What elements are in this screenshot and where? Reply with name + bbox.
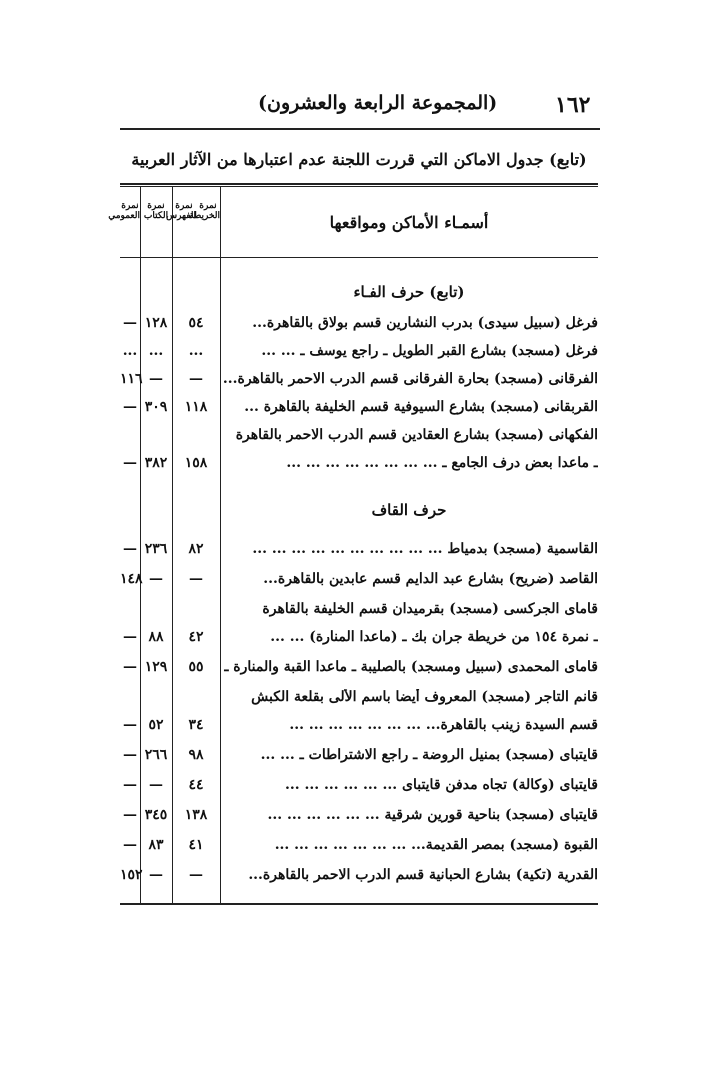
general-number: — [123,777,137,793]
table-top-rule-inner [120,186,598,187]
map-number: ٤٤ [188,777,204,793]
map-number: ٤١ [188,837,204,853]
map-number: ١٥٨ [184,455,208,471]
col-header-book: نمرة الكتاب [143,201,169,221]
place-name-continued: قسم السيدة زينب بالقاهرة... ... ... ... ... ... ... ... [289,717,598,733]
map-number: — [189,867,203,883]
index-number: ٥٢ [148,717,164,733]
index-number: ٣٠٩ [144,399,168,415]
place-name: فرغل (سبيل سيدى) بدرب النشارين قسم بولاق بالقاهرة... [252,315,598,331]
col-header-map: نمرة الخريطة [189,201,220,221]
section-heading: حرف القاف [371,501,447,519]
general-number: — [123,659,137,675]
general-number: — [123,717,137,733]
general-number: — [123,747,137,763]
general-number: ١١٦ [120,371,143,387]
section-heading: (تابع) حرف الفـاء [353,283,465,301]
general-number: — [123,455,137,471]
general-number: ... [122,343,138,359]
place-name: قانم التاجر (مسجد) المعروف أيضا باسم الألى بقلعة الكبش [251,689,598,705]
index-number: — [149,867,163,883]
index-number: ٨٣ [148,837,164,853]
general-number: — [123,629,137,645]
places-table [108,183,598,905]
header-rule [120,128,600,130]
general-number: — [123,315,137,331]
general-number: — [123,541,137,557]
place-name: الفرقانى (مسجد) بحارة الفرقانى قسم الدرب الاحمر بالقاهرة... [222,371,598,387]
place-name: قاماى المحمدى (سبيل ومسجد) بالصليبة ـ ماعدا القبة والمنارة ـ [224,659,598,675]
index-number: — [149,571,163,587]
place-name: القبوة (مسجد) بمصر القديمة... ... ... ... ... ... ... ... [274,837,598,853]
map-number: — [189,571,203,587]
place-name: القربقانى (مسجد) بشارع السيوفية قسم الخليفة بالقاهرة ... [244,399,598,415]
page-number: ١٦٢ [555,92,591,118]
running-header-title: (المجموعة الرابعة والعشرون) [258,92,498,114]
general-number: — [123,837,137,853]
place-name: القاصد (ضريح) بشارع عبد الدايم قسم عابدين بالقاهرة... [263,571,598,587]
place-name: القاسمية (مسجد) بدمياط ... ... ... ... ... ... ... ... ... ... [252,541,598,557]
place-name-continued: ـ نمرة ١٥٤ من خريطة جران بك ـ (ماعدا المنارة) ... ... [270,629,598,645]
place-name: قايتباى (وكالة) تجاه مدفن قايتباى ... ... ... ... ... ... [285,777,598,793]
map-number: ٥٥ [188,659,204,675]
index-number: ٢٣٦ [144,541,168,557]
map-number: ٨٢ [188,541,204,557]
col-header-index: نمرة الفهرس [166,201,196,221]
map-number: ... [188,343,204,359]
map-number: ٥٤ [188,315,204,331]
table-header-rule [120,257,598,258]
index-number: — [149,371,163,387]
map-number: — [189,371,203,387]
general-number: — [123,399,137,415]
table-caption: (تابع) جدول الاماكن التي قررت اللجنة عدم اعتبارها من الآثار العربية [131,150,587,169]
general-number: — [123,807,137,823]
place-name: قايتباى (مسجد) بناحية قورين شرقية ... ... ... ... ... ... [267,807,598,823]
general-number: ١٥٢ [120,867,143,883]
index-number: ١٢٨ [144,315,168,331]
place-name: قاماى الجركسى (مسجد) بقرميدان قسم الخليفة بالقاهرة [262,601,598,617]
place-name: القدرية (تكية) بشارع الحبانية قسم الدرب الاحمر بالقاهرة... [248,867,598,883]
place-name-continued: ـ ماعدا بعض درف الجامع ـ ... ... ... ... ... ... ... ... [286,455,598,471]
index-number: ٢٦٦ [144,747,168,763]
map-number: ١١٨ [184,399,208,415]
general-number: ١٤٨ [120,571,143,587]
col-header-general: نمرة العمومي [108,201,140,221]
place-name: الفكهانى (مسجد) بشارع العقادين قسم الدرب الاحمر بالقاهرة [235,427,598,443]
index-number: ... [148,343,164,359]
map-number: ٤٢ [188,629,204,645]
map-number: ١٣٨ [184,807,208,823]
table-top-rule [120,183,598,185]
index-number: ٣٨٢ [144,455,168,471]
map-number: ٩٨ [188,747,204,763]
map-number: ٣٤ [188,717,204,733]
table-bottom-rule [120,903,598,905]
col-header-names: أسمـاء الأماكن ومواقعها [329,213,489,232]
index-number: — [149,777,163,793]
index-number: ١٢٩ [144,659,168,675]
place-name: فرغل (مسجد) بشارع القبر الطويل ـ راجع يوسف ـ ... ... [261,343,598,359]
index-number: ٣٤٥ [144,807,168,823]
index-number: ٨٨ [148,629,164,645]
place-name: قايتباى (مسجد) بمنيل الروضة ـ راجع الاشتراطات ـ ... ... [260,747,598,763]
